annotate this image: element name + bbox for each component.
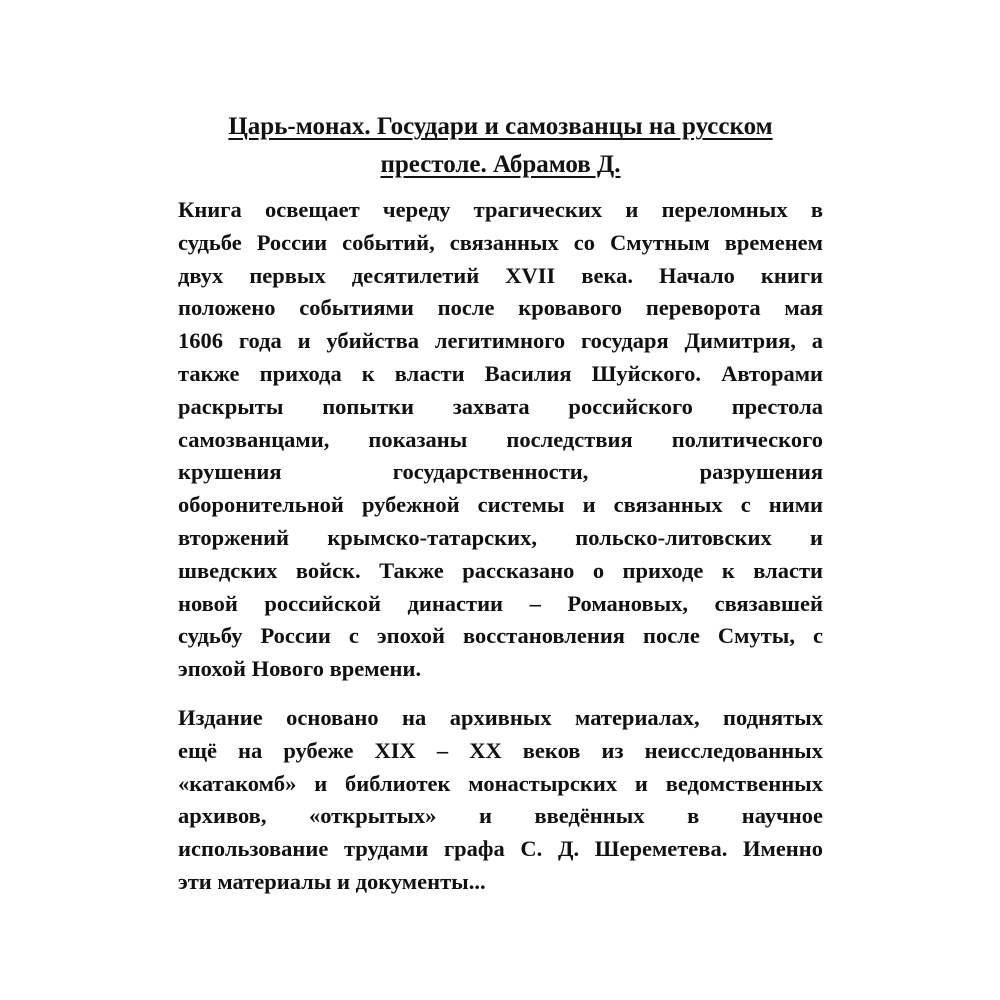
text-line: 1606 года и убийства легитимного государя Димитрия, а [178, 328, 823, 354]
text-line: «катакомб» и библиотек монастырских и ведомственных [178, 770, 823, 796]
text-line: Книга освещает череду трагических и переломных в [178, 197, 823, 222]
text-line: положено событиями после кровавого переворота мая [178, 295, 823, 321]
text-line: крушения государственности, разрушения [178, 459, 823, 485]
text-line: судьбу России с эпохой восстановления после Смуты, с [178, 623, 823, 649]
document-page [178, 108, 823, 899]
text-line: оборонительной рубежной системы и связанных с ними [178, 492, 823, 518]
text-line: использование трудами графа С. Д. Шереметева. Именно [178, 836, 823, 862]
text-line: новой российской династии – Романовых, связавшей [178, 590, 823, 616]
text-line: эпохой Нового времени. [178, 656, 422, 682]
text-line: архивов, «открытых» и введённых в научное [178, 803, 823, 829]
text-line: также прихода к власти Василия Шуйского. Авторами [178, 360, 823, 386]
text-line: вторжений крымско-татарских, польско-литовских и [178, 524, 823, 550]
text-line: шведских войск. Также рассказано о приходе к власти [178, 557, 823, 583]
text-line: самозванцами, показаны последствия политического [178, 426, 823, 452]
document-title [178, 108, 823, 184]
title-line: престоле. Абрамов Д. [380, 151, 621, 178]
text-line: судьбе России событий, связанных со Смутным временем [178, 229, 823, 255]
text-line: Издание основано на архивных материалах, поднятых [178, 704, 823, 730]
description-paragraph-2 [178, 702, 823, 899]
text-line: раскрыты попытки захвата российского престола [178, 393, 823, 419]
description-paragraph-1 [178, 194, 823, 686]
text-line: эти материалы и документы... [178, 868, 486, 894]
text-line: двух первых десятилетий XVII века. Начало книги [178, 262, 823, 288]
title-line: Царь-монах. Государи и самозванцы на русском [228, 113, 773, 140]
text-line: ещё на рубеже XIX – XX веков из неисследованных [178, 737, 823, 763]
